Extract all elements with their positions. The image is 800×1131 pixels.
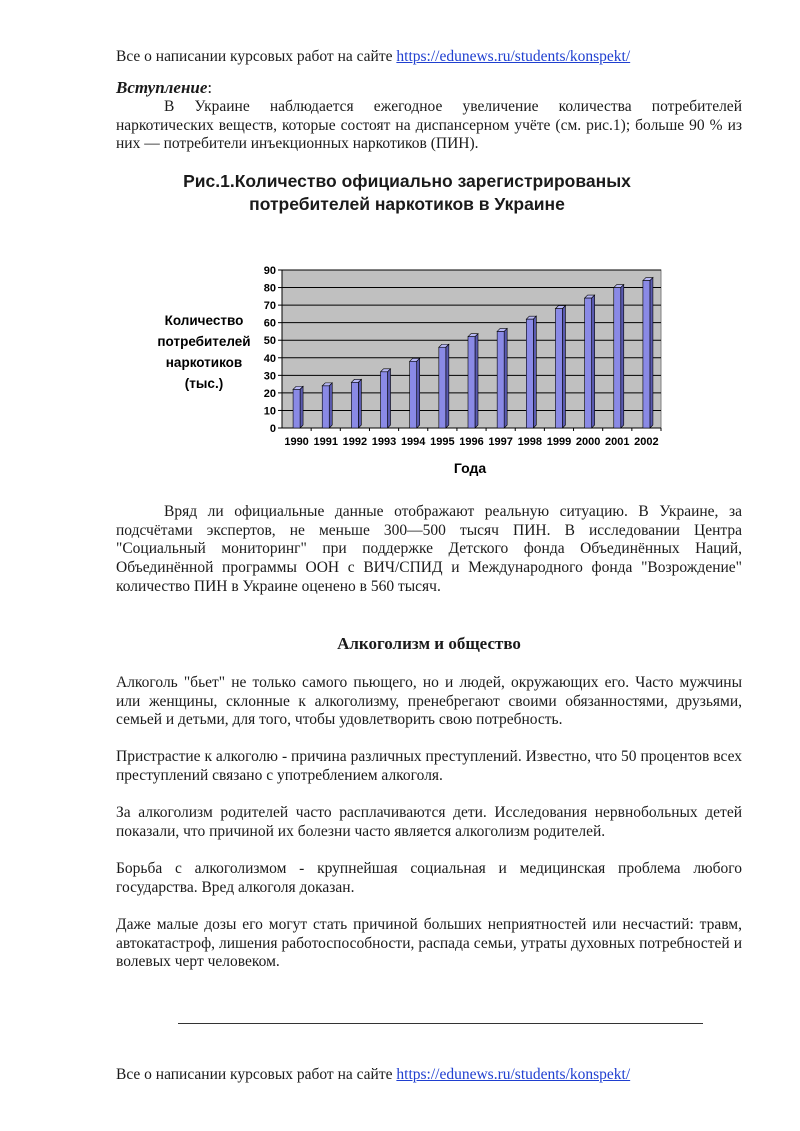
intro-heading: Вступление: — [116, 78, 213, 97]
chart-xtick-label: 1996 — [459, 436, 484, 448]
section-paragraph-1: Алкоголь "бьет" не только самого пьющего, но и людей, окружающих его. Часто мужчины или женщины, склонные к алкоголизму, пренебрегают своими обязанностями, друзьями, семьей и детьми, для того, чтобы удовлетворить свою потребность. — [116, 674, 742, 729]
chart-ylabel: Количество потребителей наркотиков (тыс.) — [157, 313, 251, 391]
footer-divider — [178, 1023, 703, 1024]
section-paragraph-3: За алкоголизм родителей часто расплачиваются дети. Исследования нервнобольных детей показали, что причиной их болезни часто является алкоголизм родителей. — [116, 804, 742, 840]
chart-bar — [643, 281, 650, 428]
chart-ytick-label: 10 — [263, 405, 276, 418]
chart-bar-side — [358, 379, 361, 428]
chart-bar — [468, 337, 475, 428]
chart-bar-side — [388, 369, 391, 428]
chart-xlabel: Года — [453, 460, 487, 476]
chart-bar — [410, 361, 417, 428]
chart-ytick-label: 0 — [269, 423, 276, 435]
chart-xtick-label: 1994 — [400, 436, 426, 448]
chart-xtick-label: 2002 — [634, 436, 659, 448]
chart-bar — [322, 386, 329, 428]
chart-bar — [439, 347, 446, 428]
paragraph-experts: Вряд ли официальные данные отображают реальную ситуацию. В Украине, за подсчётами экспертов, не меньше 300—500 тысяч ПИН. В исследовании Центра "Социальный мониторинг" при поддержке Детского фонда Объединённых Наций, Объединённой программы ООН с ВИЧ/СПИД и Международного фонда "Возрождение" количество ПИН в Украине оценено в 560 тысяч. — [116, 503, 742, 595]
chart-ytick-label: 80 — [263, 282, 276, 295]
header-text: Все о написании курсовых работ на сайте — [116, 48, 397, 65]
page-footer — [116, 1066, 630, 1084]
chart-bar-side — [562, 306, 565, 428]
section-paragraph-2: Пристрастие к алкоголю - причина различных преступлений. Известно, что 50 процентов всех преступлений связано с употреблением алкоголя. — [116, 748, 742, 784]
chart-bar-side — [329, 383, 332, 428]
section-heading: Алкоголизм и общество — [337, 634, 521, 653]
section-paragraph-5: Даже малые дозы его могут стать причиной больших неприятностей или несчастий: травм, автокатастроф, лишения работоспособности, распада семьи, утраты духовных потребностей и волевых черт человеком. — [116, 916, 742, 971]
chart-ytick-label: 30 — [263, 370, 276, 383]
chart-bar-side — [621, 285, 624, 428]
chart-ytick-label: 60 — [263, 317, 276, 330]
chart-xtick-label: 1999 — [546, 436, 572, 448]
chart-ytick-label: 90 — [263, 265, 276, 277]
chart-ytick-label: 40 — [263, 352, 276, 365]
intro-heading-text: Вступление — [116, 78, 208, 97]
chart-bar — [351, 382, 358, 428]
chart-bar — [614, 288, 621, 428]
chart-bar-side — [592, 295, 595, 428]
bar-chart — [0, 0, 800, 490]
chart-xtick-label: 1991 — [313, 436, 338, 448]
chart-ytick-label: 50 — [263, 335, 276, 348]
chart-ytick-label: 20 — [263, 387, 276, 400]
chart-bar-side — [446, 344, 449, 428]
chart-xtick-label: 1992 — [342, 436, 368, 448]
chart-xtick-label: 2000 — [575, 436, 601, 448]
chart-bar-side — [533, 316, 536, 428]
chart-xtick-label: 1995 — [430, 436, 455, 448]
footer-text: Все о написании курсовых работ на сайте — [116, 1066, 397, 1083]
chart-bar — [497, 331, 504, 428]
chart-xtick-label: 1990 — [284, 436, 309, 448]
chart-bar — [526, 319, 533, 428]
chart-bar — [585, 298, 592, 428]
chart-title: Рис.1.Количество официально зарегистрированых потребителей наркотиков в Украине — [183, 171, 631, 214]
chart-bar — [293, 389, 300, 428]
chart-bar — [381, 372, 388, 428]
chart-bar-side — [650, 278, 653, 428]
chart-xtick-label: 2001 — [605, 436, 630, 448]
chart-xtick-label: 1997 — [488, 436, 513, 448]
chart-ytick-label: 70 — [263, 300, 276, 313]
chart-bar — [555, 309, 562, 428]
section-paragraph-4: Борьба с алкоголизмом - крупнейшая социальная и медицинская проблема любого государства. Вред алкоголя доказан. — [116, 860, 742, 896]
chart-bar-side — [475, 334, 478, 428]
chart-bar-side — [504, 328, 507, 428]
intro-paragraph: В Украине наблюдается ежегодное увеличение количества потребителей наркотических веществ, которые состоят на диспансерном учёте (см. рис.1); больше 90 % из них — потребители инъекционных наркотиков (ПИН). — [116, 98, 742, 153]
footer-link[interactable]: https://edunews.ru/students/konspekt/ — [396, 1066, 631, 1083]
chart-bar-side — [417, 358, 420, 428]
chart-bar-side — [300, 386, 303, 428]
chart-xtick-label: 1993 — [371, 436, 397, 448]
header-link[interactable]: https://edunews.ru/students/konspekt/ — [396, 48, 631, 65]
chart-xtick-label: 1998 — [517, 436, 543, 448]
